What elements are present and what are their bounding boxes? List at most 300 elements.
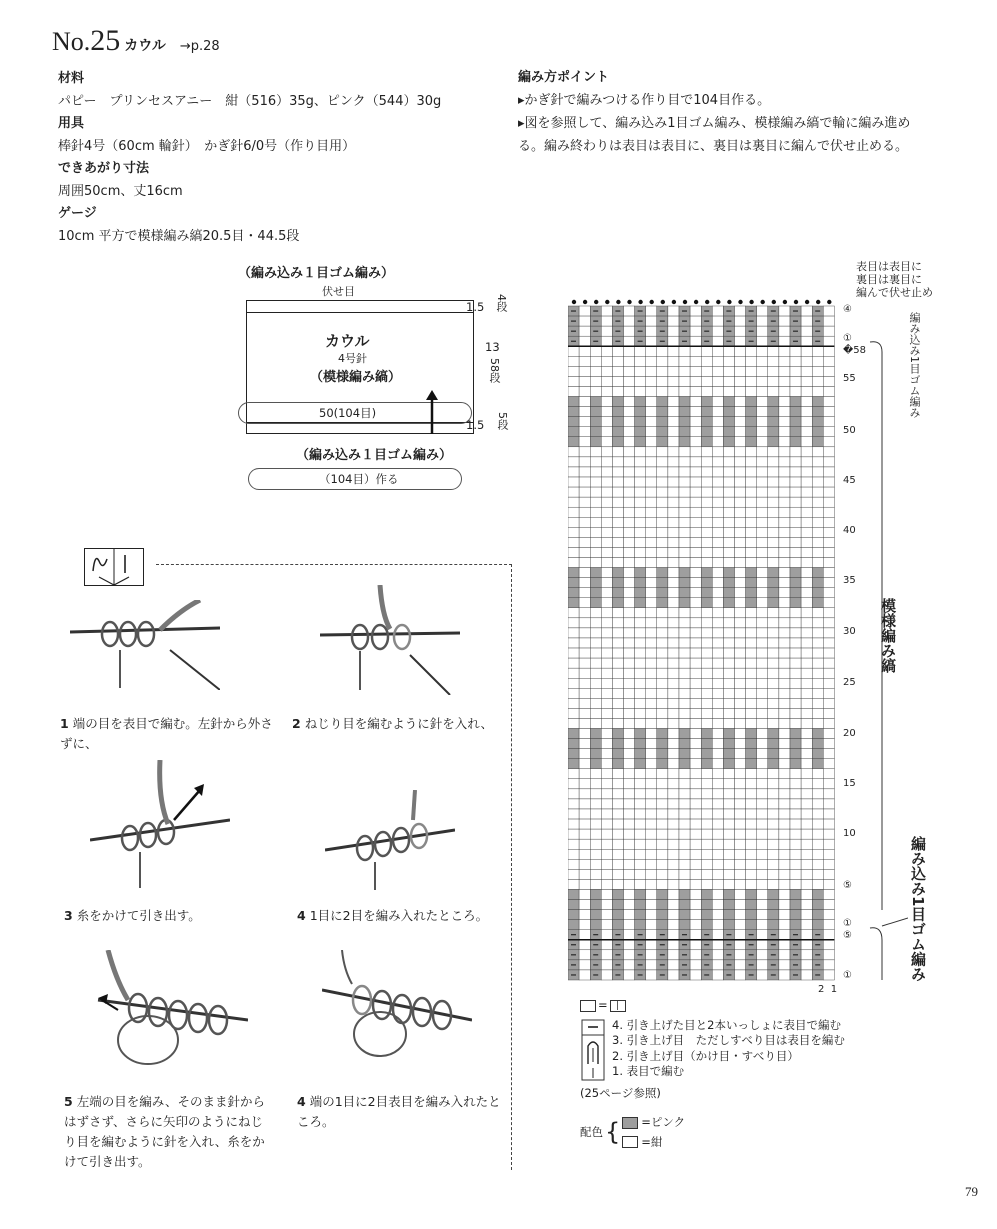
bind-off-dot	[683, 300, 687, 304]
chart-cell	[801, 366, 812, 376]
chart-cell	[635, 648, 646, 658]
chart-cell	[646, 517, 657, 527]
chart-cell	[801, 779, 812, 789]
chart-cell	[712, 920, 723, 930]
chart-cell	[779, 447, 790, 457]
step-5-text: 左端の目を編み、そのまま針からはずさず、さらに矢印のようにねじり目を編むように針を入れ、糸をかけて引き出す。	[64, 1094, 265, 1169]
chart-cell	[757, 457, 768, 467]
chart-cell	[657, 809, 668, 819]
chart-cell	[768, 769, 779, 779]
points-line-2: ▸図を参照して、編み込み1目ゴム編み、模様編み縞で輪に編み進め	[518, 116, 911, 131]
chart-cell	[757, 769, 768, 779]
chart-cell	[812, 749, 823, 759]
chart-cell	[823, 869, 834, 879]
chart-cell	[657, 407, 668, 417]
chart-cell	[590, 759, 601, 769]
chart-cell	[690, 930, 701, 940]
chart-cell	[635, 346, 646, 356]
chart-cell	[746, 547, 757, 557]
chart-cell	[590, 739, 601, 749]
chart-cell	[723, 668, 734, 678]
chart-cell	[579, 447, 590, 457]
chart-cell	[624, 829, 635, 839]
chart-cell	[790, 568, 801, 578]
chart-cell	[790, 588, 801, 598]
chart-cell	[657, 839, 668, 849]
chart-cell	[646, 759, 657, 769]
chart-cell	[723, 588, 734, 598]
chart-cell	[779, 718, 790, 728]
chart-cell	[690, 809, 701, 819]
chart-cell	[679, 568, 690, 578]
chart-cell	[757, 658, 768, 668]
chart-cell	[568, 497, 579, 507]
chart-cell	[690, 356, 701, 366]
chart-cell	[601, 437, 612, 447]
chart-cell	[701, 829, 712, 839]
chart-cell	[679, 648, 690, 658]
chart-cell	[735, 950, 746, 960]
chart-cell	[657, 427, 668, 437]
chart-cell	[723, 779, 734, 789]
chart-cell	[579, 769, 590, 779]
chart-cell	[812, 507, 823, 517]
chart-cell	[590, 678, 601, 688]
chart-cell	[612, 739, 623, 749]
chart-cell	[690, 326, 701, 336]
chart-cell	[579, 638, 590, 648]
chart-cell	[568, 779, 579, 789]
chart-cell	[624, 920, 635, 930]
chart-cell	[735, 557, 746, 567]
chart-cell	[646, 718, 657, 728]
chart-cell	[790, 718, 801, 728]
chart-cell	[812, 729, 823, 739]
chart-cell	[657, 346, 668, 356]
chart-cell	[668, 729, 679, 739]
chart-cell	[646, 568, 657, 578]
chart-cell	[579, 839, 590, 849]
chart-cell	[746, 608, 757, 618]
chart-cell	[624, 889, 635, 899]
chart-cell	[579, 809, 590, 819]
step-6-illustration	[322, 950, 472, 1070]
chart-cell	[823, 688, 834, 698]
chart-cell	[812, 527, 823, 537]
chart-cell	[579, 608, 590, 618]
row-label-bot-1b: ①	[843, 970, 852, 981]
step-4-text: 1目に2目を編み入れたところ。	[309, 908, 489, 923]
chart-cell	[712, 467, 723, 477]
chart-cell	[735, 407, 746, 417]
chart-cell	[624, 648, 635, 658]
chart-cell	[823, 437, 834, 447]
title-page-ref: →p.28	[179, 39, 220, 54]
chart-cell	[590, 547, 601, 557]
chart-cell	[779, 397, 790, 407]
chart-cell	[657, 900, 668, 910]
chart-cell	[646, 356, 657, 366]
chart-cell	[701, 618, 712, 628]
chart-cell	[568, 668, 579, 678]
chart-cell	[723, 859, 734, 869]
chart-top-note	[856, 260, 933, 299]
chart-cell	[601, 447, 612, 457]
chart-cell	[723, 457, 734, 467]
chart-cell	[679, 789, 690, 799]
legend-symbol-stack-icon	[580, 1018, 608, 1082]
chart-cell	[790, 386, 801, 396]
chart-cell	[635, 457, 646, 467]
chart-cell	[579, 336, 590, 346]
chart-cell	[601, 537, 612, 547]
chart-cell	[779, 346, 790, 356]
chart-cell	[601, 306, 612, 316]
chart-cell	[701, 356, 712, 366]
chart-cell	[624, 799, 635, 809]
legend-texts	[608, 1018, 845, 1082]
chart-cell	[746, 910, 757, 920]
chart-cell	[746, 618, 757, 628]
chart-cell	[590, 397, 601, 407]
chart-cell	[679, 437, 690, 447]
bind-off-dot	[661, 300, 665, 304]
chart-cell	[635, 628, 646, 638]
chart-cell	[690, 799, 701, 809]
chart-cell	[779, 417, 790, 427]
chart-cell	[601, 427, 612, 437]
chart-cell	[635, 467, 646, 477]
chart-cell	[568, 487, 579, 497]
chart-cell	[823, 507, 834, 517]
chart-cell	[712, 879, 723, 889]
chart-cell	[646, 940, 657, 950]
chart-cell	[779, 497, 790, 507]
row-label-35: 35	[843, 575, 856, 586]
chart-cell	[823, 920, 834, 930]
chart-cell	[590, 849, 601, 859]
chart-cell	[723, 809, 734, 819]
chart-cell	[723, 819, 734, 829]
chart-cell	[568, 859, 579, 869]
points-line-3: る。編み終わりは表目は表目に、裏目は裏目に編んで伏せ止める。	[518, 139, 909, 154]
chart-cell	[812, 819, 823, 829]
chart-cell	[612, 487, 623, 497]
chart-cell	[757, 940, 768, 950]
chart-cell	[712, 386, 723, 396]
chart-cell	[701, 568, 712, 578]
chart-cell	[679, 457, 690, 467]
chart-cell	[712, 839, 723, 849]
chart-cell	[712, 477, 723, 487]
chart-cell	[801, 718, 812, 728]
chart-cell	[624, 598, 635, 608]
chart-cell	[735, 658, 746, 668]
chart-cell	[701, 457, 712, 467]
chart-cell	[779, 940, 790, 950]
step-3-num: 3	[64, 908, 73, 923]
chart-cell	[757, 668, 768, 678]
chart-cell	[612, 467, 623, 477]
chart-cell	[779, 779, 790, 789]
chart-cell	[690, 457, 701, 467]
step-6-caption	[297, 1092, 502, 1132]
chart-cell	[601, 849, 612, 859]
chart-cell	[712, 940, 723, 950]
chart-cell	[612, 648, 623, 658]
chart-cell	[735, 718, 746, 728]
chart-cell	[590, 356, 601, 366]
chart-cell	[601, 598, 612, 608]
chart-cell	[812, 879, 823, 889]
chart-cell	[668, 920, 679, 930]
chart-cell	[812, 376, 823, 386]
chart-cell	[790, 739, 801, 749]
chart-cell	[635, 638, 646, 648]
chart-cell	[735, 598, 746, 608]
dashed-divider-horizontal	[156, 564, 512, 565]
increase-symbol-icon	[85, 549, 143, 585]
chart-cell	[590, 839, 601, 849]
chart-cell	[723, 507, 734, 517]
chart-cell	[601, 336, 612, 346]
chart-cell	[679, 849, 690, 859]
chart-cell	[701, 809, 712, 819]
chart-cell	[590, 688, 601, 698]
chart-cell	[701, 376, 712, 386]
chart-cell	[668, 648, 679, 658]
chart-cell	[757, 879, 768, 889]
chart-cell	[590, 809, 601, 819]
chart-cell	[768, 698, 779, 708]
chart-cell	[657, 638, 668, 648]
chart-cell	[723, 729, 734, 739]
chart-cell	[768, 346, 779, 356]
chart-cell	[746, 718, 757, 728]
chart-cell	[712, 376, 723, 386]
chart-cell	[735, 729, 746, 739]
chart-cell	[690, 648, 701, 658]
chart-cell	[657, 487, 668, 497]
chart-cell	[812, 829, 823, 839]
chart-cell	[735, 889, 746, 899]
chart-cell	[568, 698, 579, 708]
chart-cell	[646, 457, 657, 467]
chart-cell	[712, 658, 723, 668]
chart-cell	[779, 859, 790, 869]
chart-cell	[568, 346, 579, 356]
chart-cell	[579, 527, 590, 537]
chart-cell	[668, 869, 679, 879]
chart-cell	[823, 366, 834, 376]
chart-cell	[701, 537, 712, 547]
chart-cell	[657, 477, 668, 487]
chart-cell	[801, 799, 812, 809]
chart-cell	[779, 437, 790, 447]
chart-cell	[790, 638, 801, 648]
chart-cell	[790, 749, 801, 759]
chart-cell	[823, 658, 834, 668]
chart-cell	[779, 578, 790, 588]
row-label-top-4: ④	[843, 304, 852, 315]
chart-cell	[624, 779, 635, 789]
chart-cell	[801, 527, 812, 537]
chart-cell	[668, 819, 679, 829]
chart-cell	[568, 920, 579, 930]
chart-cell	[646, 618, 657, 628]
chart-cell	[790, 427, 801, 437]
chart-cell	[590, 437, 601, 447]
chart-cell	[712, 960, 723, 970]
chart-cell	[812, 608, 823, 618]
chart-cell	[735, 920, 746, 930]
chart-cell	[757, 467, 768, 477]
chart-cell	[668, 879, 679, 889]
chart-cell	[612, 588, 623, 598]
chart-cell	[568, 879, 579, 889]
chart-cell	[712, 739, 723, 749]
chart-cell	[679, 608, 690, 618]
chart-cell	[757, 910, 768, 920]
chart-cell	[579, 306, 590, 316]
chart-cell	[768, 447, 779, 457]
chart-cell	[635, 839, 646, 849]
chart-cell	[612, 698, 623, 708]
chart-cell	[657, 819, 668, 829]
chart-cell	[601, 930, 612, 940]
chart-cell	[624, 618, 635, 628]
chart-cell	[646, 789, 657, 799]
chart-cell	[746, 668, 757, 678]
chart-cell	[779, 698, 790, 708]
chart-cell	[579, 930, 590, 940]
chart-cell	[779, 648, 790, 658]
chart-cell	[712, 718, 723, 728]
chart-cell	[701, 628, 712, 638]
chart-cell	[746, 739, 757, 749]
chart-cell	[801, 739, 812, 749]
chart-cell	[823, 859, 834, 869]
chart-cell	[690, 346, 701, 356]
chart-cell	[624, 497, 635, 507]
chart-cell	[646, 950, 657, 960]
chart-cell	[635, 859, 646, 869]
chart-cell	[768, 739, 779, 749]
chart-cell	[801, 759, 812, 769]
chart-cell	[579, 940, 590, 950]
chart-cell	[701, 578, 712, 588]
chart-cell	[701, 729, 712, 739]
chart-cell	[812, 517, 823, 527]
points-line-1: ▸かぎ針で編みつける作り目で104目作る。	[518, 93, 771, 108]
knitting-chart	[568, 298, 840, 984]
chart-cell	[635, 879, 646, 889]
chart-cell	[635, 356, 646, 366]
chart-cell	[635, 588, 646, 598]
chart-cell	[568, 618, 579, 628]
chart-cell	[723, 628, 734, 638]
chart-cell	[624, 729, 635, 739]
chart-cell	[657, 397, 668, 407]
chart-cell	[568, 598, 579, 608]
chart-cell	[679, 900, 690, 910]
chart-cell	[812, 537, 823, 547]
chart-cell	[646, 920, 657, 930]
chart-cell	[568, 427, 579, 437]
chart-cell	[735, 960, 746, 970]
chart-cell	[657, 618, 668, 628]
chart-cell	[735, 316, 746, 326]
chart-cell	[579, 819, 590, 829]
chart-cell	[712, 759, 723, 769]
chart-cell	[768, 547, 779, 557]
chart-cell	[790, 598, 801, 608]
chart-cell	[823, 326, 834, 336]
chart-cell	[635, 799, 646, 809]
chart-cell	[657, 698, 668, 708]
bind-off-dot	[727, 300, 731, 304]
chart-cell	[768, 578, 779, 588]
chart-cell	[823, 819, 834, 829]
chart-cell	[790, 678, 801, 688]
chart-cell	[801, 960, 812, 970]
chart-cell	[701, 397, 712, 407]
step-4-illustration	[325, 790, 455, 890]
chart-cell	[723, 910, 734, 920]
chart-cell	[579, 799, 590, 809]
chart-cell	[735, 708, 746, 718]
chart-cell	[812, 839, 823, 849]
chart-cell	[646, 628, 657, 638]
row-label-25: 25	[843, 677, 856, 688]
chart-cell	[668, 638, 679, 648]
chart-cell	[735, 789, 746, 799]
chart-cell	[823, 386, 834, 396]
chart-cell	[746, 487, 757, 497]
schematic-bind-off: 伏せ目	[322, 285, 355, 298]
chart-cell	[668, 769, 679, 779]
chart-cell	[746, 527, 757, 537]
chart-cell	[624, 940, 635, 950]
chart-cell	[690, 759, 701, 769]
chart-cell	[690, 407, 701, 417]
chart-cell	[679, 889, 690, 899]
title-prefix: No.	[52, 27, 91, 56]
chart-cell	[757, 568, 768, 578]
chart-cell	[590, 608, 601, 618]
chart-cell	[601, 568, 612, 578]
chart-cell	[579, 648, 590, 658]
chart-cell	[801, 568, 812, 578]
chart-cell	[801, 950, 812, 960]
color-pink-row	[622, 1115, 685, 1131]
chart-cell	[690, 316, 701, 326]
chart-cell	[635, 849, 646, 859]
navy-swatch-icon	[622, 1136, 638, 1148]
chart-cell	[579, 910, 590, 920]
chart-cell	[768, 819, 779, 829]
chart-cell	[723, 598, 734, 608]
chart-cell	[635, 437, 646, 447]
chart-cell	[701, 366, 712, 376]
chart-cell	[635, 759, 646, 769]
chart-cell	[790, 527, 801, 537]
chart-cell	[790, 437, 801, 447]
chart-cell	[723, 900, 734, 910]
chart-cell	[790, 467, 801, 477]
chart-cell	[790, 759, 801, 769]
chart-cell	[624, 910, 635, 920]
